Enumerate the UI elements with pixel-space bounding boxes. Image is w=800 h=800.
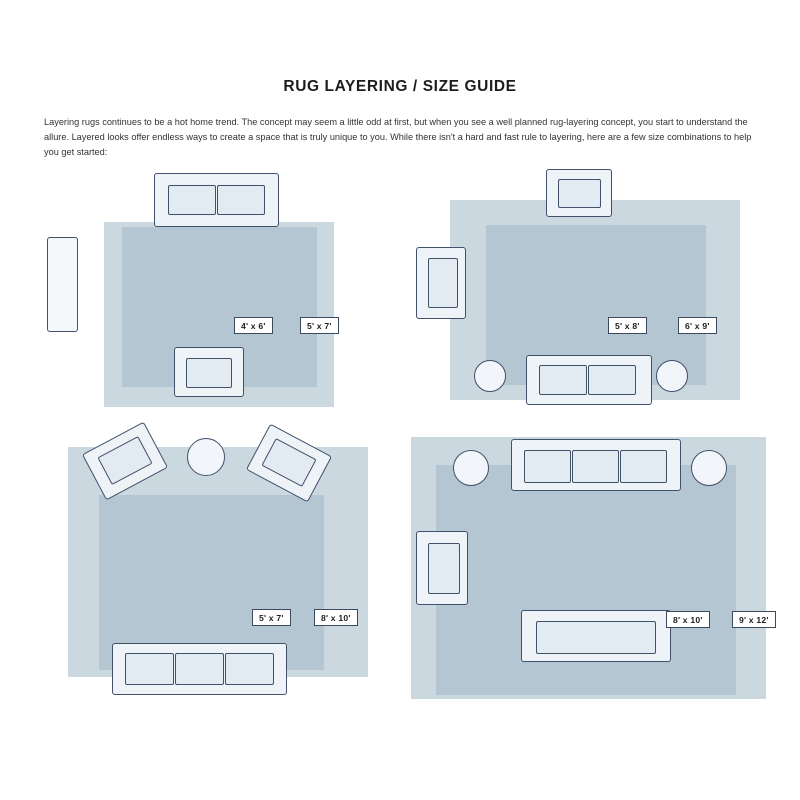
sofa-cushion-right xyxy=(225,653,274,685)
side-table-right xyxy=(656,360,688,392)
diagram-top-right xyxy=(408,165,758,420)
label-rug-top: 8' x 10' xyxy=(666,611,710,628)
label-rug-top: 4' x 6' xyxy=(234,317,273,334)
label-rug-top: 5' x 7' xyxy=(252,609,291,626)
sofa-cushion-left xyxy=(539,365,587,395)
side-table-left xyxy=(453,450,489,486)
sofa-top-cushion-mid xyxy=(572,450,619,483)
label-rug-bottom: 5' x 7' xyxy=(300,317,339,334)
sofa-top-cushion-right xyxy=(620,450,667,483)
sofa-cushion-left xyxy=(125,653,174,685)
armchair-cushion xyxy=(186,358,232,388)
label-rug-bottom: 8' x 10' xyxy=(314,609,358,626)
side-table-right xyxy=(691,450,727,486)
intro-paragraph: Layering rugs continues to be a hot home trend. The concept may seem a little odd at first, but when you see a well planned rug-layering concept, you start to understand the allure. Layered looks offer endless ways to create a space that is truly unique to you. While there isn't a hard and fast rule to layering, here are a few size combinations to help you get started: xyxy=(44,117,752,158)
side-table xyxy=(187,438,225,476)
sofa-bottom-cushion xyxy=(536,621,656,654)
sofa-top-cushion-left xyxy=(524,450,571,483)
armchair-left-cushion xyxy=(428,543,460,594)
page-title: RUG LAYERING / SIZE GUIDE xyxy=(283,78,517,95)
label-rug-bottom: 6' x 9' xyxy=(678,317,717,334)
label-rug-bottom: 9' x 12' xyxy=(732,611,776,628)
diagram-bottom-left xyxy=(56,425,396,700)
diagram-top-left xyxy=(44,165,374,415)
side-table-left xyxy=(474,360,506,392)
sofa-cushion-left xyxy=(168,185,216,215)
diagram-bottom-right xyxy=(406,425,776,700)
label-rug-top: 5' x 8' xyxy=(608,317,647,334)
console-table xyxy=(47,237,78,332)
armchair-top-cushion xyxy=(558,179,601,208)
sofa-cushion-mid xyxy=(175,653,224,685)
sofa-cushion-right xyxy=(588,365,636,395)
sofa-cushion-right xyxy=(217,185,265,215)
armchair-left-cushion xyxy=(428,258,458,308)
